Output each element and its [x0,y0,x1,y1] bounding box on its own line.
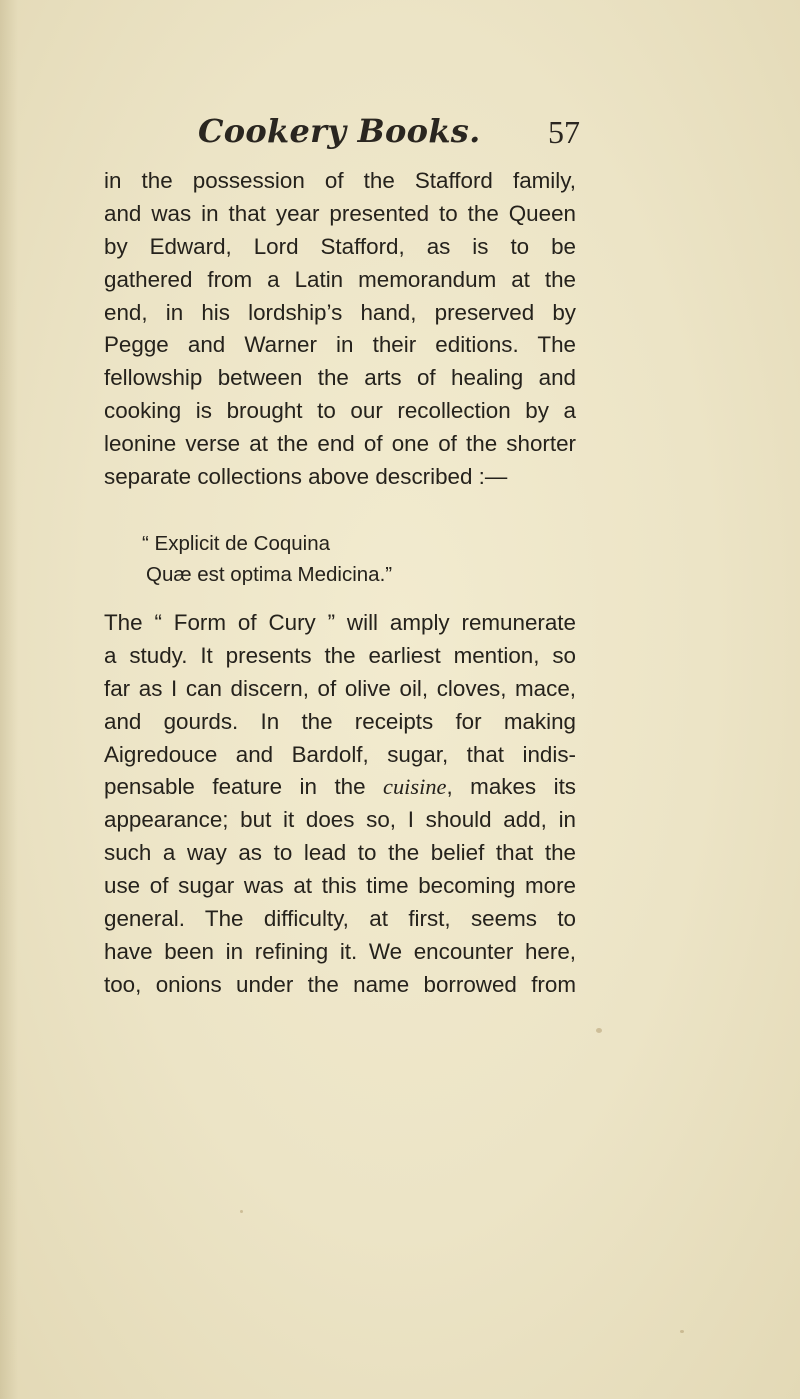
text-line: a study. It presents the earliest mention, so [104,642,576,668]
italic-word: cuisine [383,774,447,800]
text-line: appearance; but it does so, I should add, in [104,807,576,833]
text-line: and was in that year presented to the Queen [104,200,576,226]
text-line: cooking is brought to our recollection by a [104,398,576,424]
text-line: general. The difficulty, at first, seems to [104,906,576,932]
text-line: end, in his lordship’s hand, preserved by [104,299,576,325]
text-line: have been in refining it. We encounter here, [104,938,576,964]
verse-line: Quæ est optima Medicina.” [146,563,393,586]
verse-line: “ Explicit de Coquina [142,532,331,555]
text-line: too, onions under the name borrowed from [104,971,576,997]
text-line-with-italic [104,771,576,804]
text-line: The “ Form of Cury ” will amply remunerate [104,610,576,635]
text-line: separate collections above described :— [104,464,508,490]
text-line: by Edward, Lord Stafford, as is to be [104,233,576,259]
text-line: far as I can discern, of olive oil, cloves, mace, [104,675,576,701]
page-number: 57 [548,114,580,150]
text-line: and gourds. In the receipts for making [104,708,576,734]
paper-speck [240,1210,243,1213]
paper-speck [680,1330,684,1333]
text-segment: , makes its [446,774,576,800]
text-line: leonine verse at the end of one of the shorter [104,431,576,457]
text-line: such a way as to lead to the belief that the [104,840,576,866]
page-header [0,112,800,162]
paragraph-2 [104,607,576,1002]
text-line: in the possession of the Stafford family, [104,168,576,193]
running-head: Cookery Books. [198,112,481,150]
verse-quotation [104,529,576,591]
paragraph-1 [104,165,576,494]
paper-speck [596,1028,602,1033]
text-segment: pensable feature in the [104,774,384,800]
text-line: Aigredouce and Bardolf, sugar, that indis- [104,741,576,767]
page-edge-shadow [0,0,18,1399]
text-line: use of sugar was at this time becoming more [104,873,576,899]
text-line: fellowship between the arts of healing and [104,365,576,391]
text-line: Pegge and Warner in their editions. The [104,332,576,358]
text-line: gathered from a Latin memorandum at the [104,266,576,292]
